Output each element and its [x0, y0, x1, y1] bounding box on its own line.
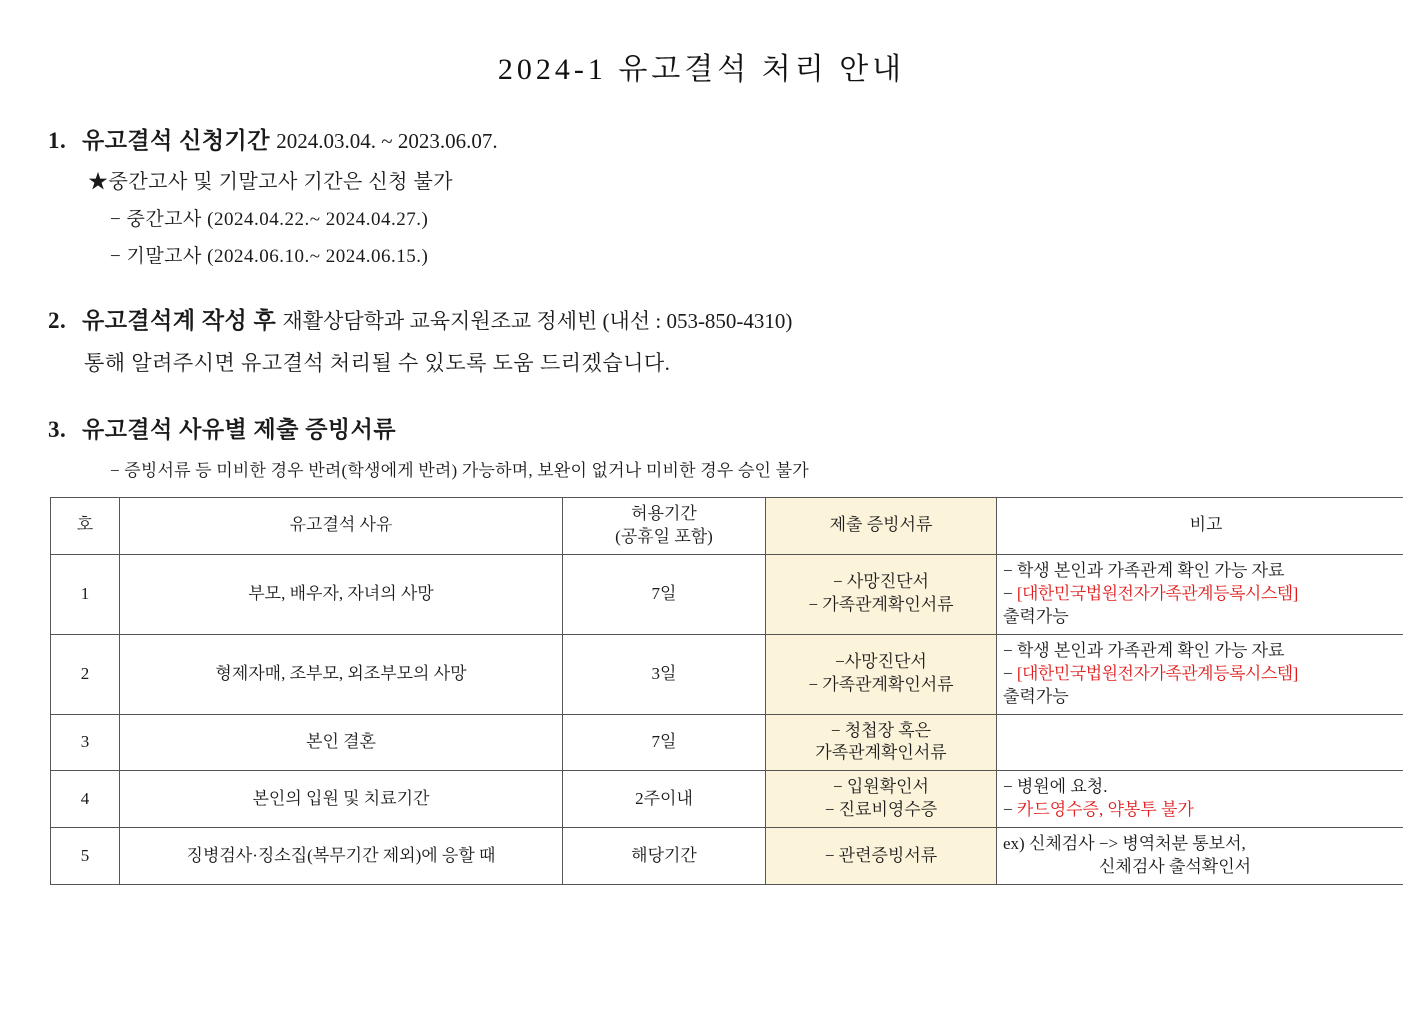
row-2-remark-line1: − 학생 본인과 가족관계 확인 가능 자료 — [1003, 640, 1403, 663]
row-4-period: 2주이내 — [563, 771, 766, 828]
row-5-remarks — [997, 828, 1403, 885]
section-1 — [48, 122, 1355, 268]
row-4-reason: 본인의 입원 및 치료기간 — [120, 771, 563, 828]
row-1-reason: 부모, 배우자, 자녀의 사망 — [120, 554, 563, 634]
row-5-document-line1: − 관련증빙서류 — [772, 845, 990, 868]
row-3-reason: 본인 결혼 — [120, 714, 563, 771]
section-2-continuation: 통해 알려주시면 유고결석 처리될 수 있도록 도움 드리겠습니다. — [84, 347, 1355, 377]
row-4-remark-line2 — [1003, 799, 1403, 822]
row-2-documents — [766, 634, 997, 714]
row-1-remark-dash: − — [1003, 584, 1017, 603]
table-row — [51, 634, 1403, 714]
row-5-remark-line1: ex) 신체검사 −> 병역처분 통보서, — [1003, 833, 1403, 856]
evidence-document-table — [50, 497, 1403, 885]
row-4-remark-forbidden: 카드영수증, 약봉투 불가 — [1017, 800, 1194, 819]
row-4-remark-line1: − 병원에 요청. — [1003, 776, 1403, 799]
section-1-bullet-1: − 중간고사 (2024.04.22.~ 2024.04.27.) — [110, 204, 1355, 231]
row-2-document-line2: − 가족관계확인서류 — [772, 674, 990, 697]
column-header-remarks: 비고 — [997, 498, 1403, 555]
row-1-documents — [766, 554, 997, 634]
row-3-document-line2: 가족관계확인서류 — [772, 742, 990, 765]
row-1-document-line1: − 사망진단서 — [772, 571, 990, 594]
section-3-heading — [48, 411, 1355, 444]
row-1-remark-line1: − 학생 본인과 가족관계 확인 가능 자료 — [1003, 560, 1403, 583]
section-2-contact: 재활상담학과 교육지원조교 정세빈 (내선 : 053-850-4310) — [283, 309, 793, 333]
column-header-period — [563, 498, 766, 555]
section-1-number: 1. — [48, 128, 82, 154]
section-1-dates: 2024.03.04. ~ 2023.06.07. — [276, 129, 497, 153]
column-header-no: 호 — [51, 498, 120, 555]
section-2 — [48, 302, 1355, 377]
section-3-number: 3. — [48, 417, 82, 443]
row-1-document-line2: − 가족관계확인서류 — [772, 594, 990, 617]
table-header-row — [51, 498, 1403, 555]
row-5-remark-line2: 신체검사 출석확인서 — [1003, 856, 1403, 879]
row-1-remark-line3: 출력가능 — [1003, 606, 1403, 629]
row-2-reason: 형제자매, 조부모, 외조부모의 사망 — [120, 634, 563, 714]
row-4-no: 4 — [51, 771, 120, 828]
row-3-document-line1: − 청첩장 혹은 — [772, 720, 990, 743]
row-3-period: 7일 — [563, 714, 766, 771]
row-2-remark-line2 — [1003, 663, 1403, 686]
row-2-period: 3일 — [563, 634, 766, 714]
row-4-remarks — [997, 771, 1403, 828]
section-1-title: 유고결석 신청기간 — [82, 128, 270, 153]
row-4-documents — [766, 771, 997, 828]
row-3-remarks — [997, 714, 1403, 771]
row-2-remark-system: [대한민국법원전자가족관계등록시스템] — [1017, 664, 1298, 683]
row-2-document-line1: −사망진단서 — [772, 651, 990, 674]
row-1-remarks — [997, 554, 1403, 634]
column-header-reason: 유고결석 사유 — [120, 498, 563, 555]
section-1-heading — [48, 122, 1355, 155]
row-1-remark-system: [대한민국법원전자가족관계등록시스템] — [1017, 584, 1298, 603]
row-2-remark-line3: 출력가능 — [1003, 686, 1403, 709]
section-3 — [48, 411, 1355, 885]
row-5-no: 5 — [51, 828, 120, 885]
row-1-remark-line2 — [1003, 583, 1403, 606]
row-4-remark-dash: − — [1003, 800, 1017, 819]
table-row — [51, 771, 1403, 828]
document-page — [0, 44, 1403, 1036]
table-row — [51, 714, 1403, 771]
section-2-heading — [48, 302, 1355, 335]
row-3-no: 3 — [51, 714, 120, 771]
page-title: 2024-1 유고결석 처리 안내 — [48, 44, 1355, 88]
row-3-documents — [766, 714, 997, 771]
section-1-bullet-2: − 기말고사 (2024.06.10.~ 2024.06.15.) — [110, 241, 1355, 268]
row-2-remarks — [997, 634, 1403, 714]
section-1-bullet-0: ★중간고사 및 기말고사 기간은 신청 불가 — [88, 165, 1355, 194]
row-4-document-line1: − 입원확인서 — [772, 776, 990, 799]
section-2-title: 유고결석계 작성 후 — [82, 308, 276, 333]
row-1-no: 1 — [51, 554, 120, 634]
table-row — [51, 828, 1403, 885]
section-3-note: − 증빙서류 등 미비한 경우 반려(학생에게 반려) 가능하며, 보완이 없거나 미비한 경우 승인 불가 — [110, 456, 1355, 481]
section-3-title: 유고결석 사유별 제출 증빙서류 — [82, 417, 396, 442]
row-4-document-line2: − 진료비영수증 — [772, 799, 990, 822]
table-row — [51, 554, 1403, 634]
row-2-no: 2 — [51, 634, 120, 714]
column-header-period-line1: 허용기간 — [569, 503, 759, 526]
row-1-period: 7일 — [563, 554, 766, 634]
row-5-reason: 징병검사·징소집(복무기간 제외)에 응할 때 — [120, 828, 563, 885]
column-header-period-line2: (공휴일 포함) — [569, 526, 759, 549]
row-2-remark-dash: − — [1003, 664, 1017, 683]
row-5-period: 해당기간 — [563, 828, 766, 885]
column-header-documents: 제출 증빙서류 — [766, 498, 997, 555]
section-2-number: 2. — [48, 308, 82, 334]
row-5-documents — [766, 828, 997, 885]
